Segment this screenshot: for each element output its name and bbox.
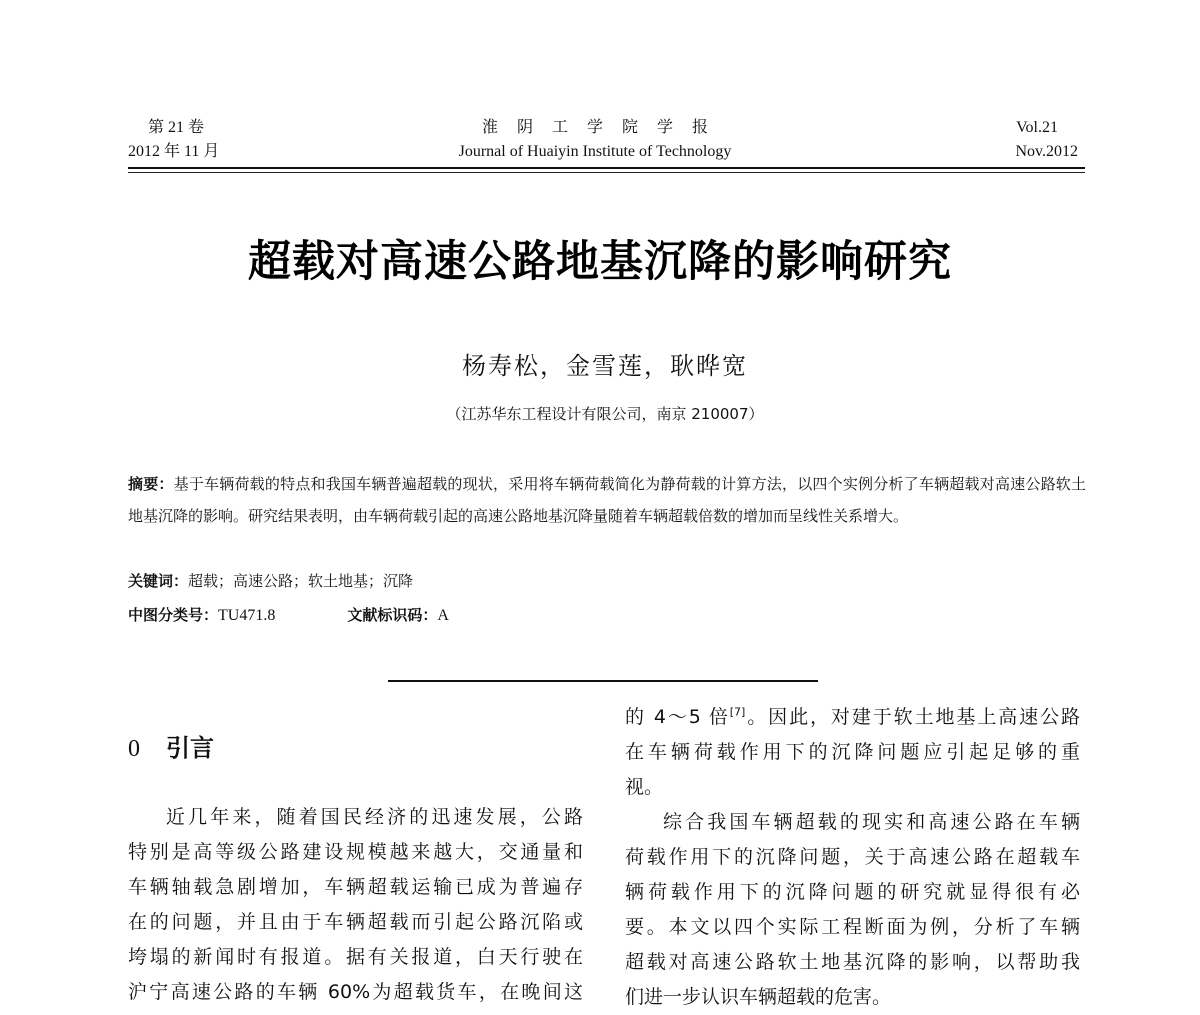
right-column-paragraph-2 bbox=[625, 805, 1080, 1015]
section-number: 0 bbox=[128, 736, 140, 762]
header-rule-thin bbox=[128, 172, 1085, 173]
journal-name-cn: 淮阴工学院学报 bbox=[481, 119, 727, 136]
text-line: 要。本文以四个实际工程断面为例，分析了车辆 bbox=[625, 916, 1080, 938]
clc-label: 中图分类号： bbox=[128, 606, 219, 624]
header-left bbox=[128, 116, 248, 164]
text-line: 垮塌的新闻时有报道。据有关报道，白天行驶在 bbox=[128, 946, 583, 968]
keywords-label: 关键词： bbox=[128, 572, 189, 590]
date-en: Nov.2012 bbox=[1015, 143, 1078, 160]
text-line: 超载对高速公路软土地基沉降的影响，以帮助我 bbox=[625, 951, 1080, 973]
text-line: 沪宁高速公路的车辆 60%为超载货车，在晚间这 bbox=[128, 981, 583, 1003]
abstract bbox=[128, 468, 1086, 532]
classification bbox=[128, 600, 628, 631]
text-line: 在的问题，并且由于车辆超载而引起公路沉陷或 bbox=[128, 911, 583, 933]
text-line: 们进一步认识车辆超载的危害。 bbox=[625, 986, 892, 1008]
section-heading bbox=[128, 728, 214, 769]
keywords-text: 超载；高速公路；软土地基；沉降 bbox=[188, 572, 414, 590]
text-line bbox=[625, 700, 1080, 735]
citation-ref[interactable]: [7] bbox=[729, 705, 746, 719]
affiliation: （江苏华东工程设计有限公司，南京 210007） bbox=[446, 405, 764, 423]
text-line: 视。 bbox=[625, 776, 664, 798]
left-column-paragraph bbox=[128, 800, 583, 1010]
paper-title: 超载对高速公路地基沉降的影响研究 bbox=[248, 237, 952, 287]
text-line: 车辆轴载急剧增加，车辆超载运输已成为普遍存 bbox=[128, 876, 583, 898]
text-line: 荷载作用下的沉降问题，关于高速公路在超载车 bbox=[625, 846, 1080, 868]
text-line: 特别是高等级公路建设规模越来越大，交通量和 bbox=[128, 841, 583, 863]
section-title: 引言 bbox=[166, 734, 214, 762]
volume-cn: 第 21 卷 bbox=[148, 119, 205, 136]
text-fragment: 的 4～5 倍 bbox=[625, 706, 730, 728]
abstract-label: 摘要： bbox=[128, 475, 174, 493]
header-rule-thick bbox=[128, 167, 1085, 169]
author-list: 杨寿松，金雪莲，耿晔宽 bbox=[462, 352, 748, 380]
keywords bbox=[128, 566, 1086, 596]
clc-value: TU471.8 bbox=[218, 607, 276, 624]
header-right bbox=[960, 116, 1078, 164]
doc-code-label: 文献标识码： bbox=[347, 606, 438, 624]
section-divider bbox=[388, 680, 818, 682]
text-line: 近几年来，随着国民经济的迅速发展，公路 bbox=[166, 806, 583, 828]
text-line: 综合我国车辆超载的现实和高速公路在车辆 bbox=[663, 811, 1080, 833]
text-line: 辆荷载作用下的沉降问题的研究就显得很有必 bbox=[625, 881, 1080, 903]
volume-en: Vol.21 bbox=[1016, 119, 1058, 136]
text-line: 在车辆荷载作用下的沉降问题应引起足够的重 bbox=[625, 741, 1080, 763]
right-column-paragraph-1 bbox=[625, 700, 1080, 805]
header-center bbox=[400, 116, 790, 164]
journal-name-en: Journal of Huaiyin Institute of Technology bbox=[458, 143, 732, 160]
doc-code-value: A bbox=[437, 607, 449, 624]
text-fragment: 。因此，对建于软土地基上高速公路 bbox=[745, 706, 1080, 728]
date-cn: 2012 年 11 月 bbox=[128, 143, 220, 160]
abstract-text: 基于车辆荷载的特点和我国车辆普遍超载的现状，采用将车辆荷载简化为静荷载的计算方法，以四个实例分析了车辆超载对高速公路软土地基沉降的影响。研究结果表明，由车辆荷载引起的高速公路地基沉降量随着车辆超载倍数的增加而呈线性关系增大。 bbox=[128, 475, 1086, 525]
